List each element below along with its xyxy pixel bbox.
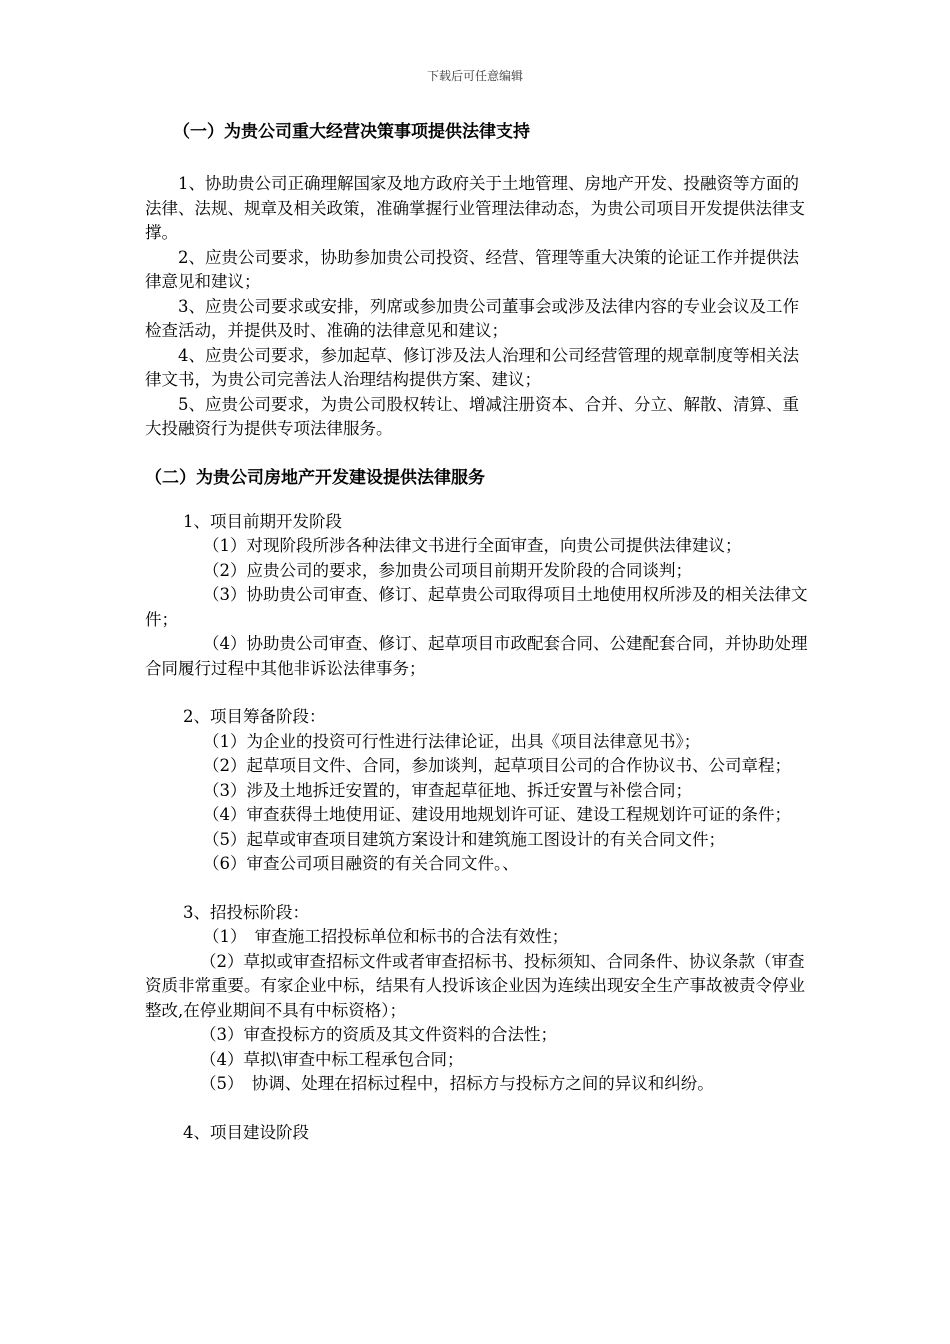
stage3-item-4: （4）草拟\审查中标工程承包合同；: [200, 1049, 464, 1069]
section2-title: （二）为贵公司房地产开发建设提供法律服务: [145, 467, 485, 488]
spacer: [145, 1097, 815, 1121]
stage2-item-3: （3）涉及土地拆迁安置的，审查起草征地、拆迁安置与补偿合同；: [203, 780, 692, 800]
stage1-title: 1、项目前期开发阶段: [183, 511, 342, 531]
section1-item-1: 1、协助贵公司正确理解国家及地方政府关于土地管理、房地产开发、投融资等方面的法律、法规、规章及相关政策，准确掌握行业管理法律动态，为贵公司项目开发提供法律支撑。: [145, 174, 805, 242]
stage1-item-4: （4）协助贵公司审查、修订、起草项目市政配套合同、公建配套合同，并协助处理合同履行过程中其他非诉讼法律事务；: [145, 634, 808, 678]
stage4-title: 4、项目建设阶段: [183, 1122, 309, 1142]
stage2-title: 2、项目筹备阶段：: [183, 707, 326, 726]
stage3-title: 3、招投标阶段：: [183, 902, 309, 922]
stage3-item-5: （5） 协调、处理在招标过程中，招标方与投标方之间的异议和纠纷。: [200, 1074, 714, 1093]
stage3-item-1: （1） 审查施工招投标单位和标书的合法有效性；: [203, 927, 569, 946]
header-note: 下载后可任意编辑: [426, 69, 523, 83]
document-body: [145, 120, 815, 1145]
stage2-item-5: （5）起草或审查项目建筑方案设计和建筑施工图设计的有关合同文件；: [203, 829, 725, 849]
stage1-item-2: （2）应贵公司的要求，参加贵公司项目前期开发阶段的合同谈判；: [203, 560, 692, 580]
section1-item-5: 5、应贵公司要求，为贵公司股权转让、增减注册资本、合并、分立、解散、清算、重大投融资行为提供专项法律服务。: [145, 394, 799, 438]
stage3-item-3: （3）审查投标方的资质及其文件资料的合法性；: [200, 1025, 557, 1044]
section1-item-3: 3、应贵公司要求或安排，列席或参加贵公司董事会或涉及法律内容的专业会议及工作检查活动，并提供及时、准确的法律意见和建议；: [145, 296, 799, 340]
stage2-item-4: （4）审查获得土地使用证、建设用地规划许可证、建设工程规划许可证的条件；: [203, 805, 791, 824]
spacer: [145, 681, 815, 705]
stage2-item-1: （1）为企业的投资可行性进行法律论证，出具《项目法律意见书》；: [203, 731, 701, 751]
spacer: [145, 877, 815, 901]
stage1-item-1: （1）对现阶段所涉各种法律文书进行全面审查，向贵公司提供法律建议；: [203, 536, 742, 555]
section1-item-2: 2、应贵公司要求，协助参加贵公司投资、经营、管理等重大决策的论证工作并提供法律意见和建议；: [145, 247, 799, 291]
section1-title: （一）为贵公司重大经营决策事项提供法律支持: [173, 122, 530, 142]
stage2-item-6: （6）审查公司项目融资的有关合同文件。、: [203, 854, 519, 873]
stage2-item-2: （2）起草项目文件、合同，参加谈判，起草项目公司的合作协议书、公司章程；: [203, 756, 791, 775]
stage3-item-2: （2）草拟或审查招标文件或者审查招标书、投标须知、合同条件、协议条款（审查资质非常重要。有家企业中标，结果有人投诉该企业因为连续出现安全生产事故被责令停业整改,在停业期间不具有中标资格）；: [145, 951, 805, 1020]
stage1-item-3: （3）协助贵公司审查、修订、起草贵公司取得项目土地使用权所涉及的相关法律文件；: [145, 585, 808, 629]
section1-item-4: 4、应贵公司要求，参加起草、修订涉及法人治理和公司经营管理的规章制度等相关法律文书，为贵公司完善法人治理结构提供方案、建议；: [145, 345, 799, 389]
